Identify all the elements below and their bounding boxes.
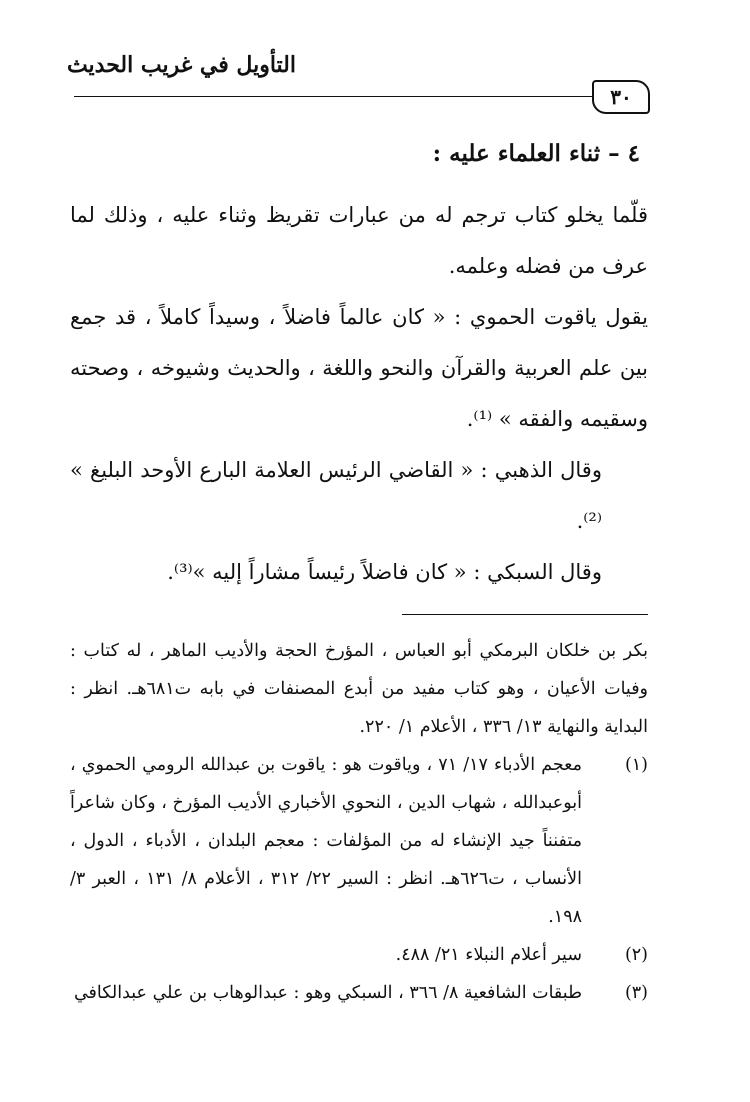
header-rule xyxy=(74,96,594,97)
footnotes xyxy=(70,632,648,1012)
quote-hamawi: يقول ياقوت الحموي : « كان عالماً فاضلاً ، وسيداً كاملاً ، قد جمع بين علم العربية والقرآن والنحو واللغة ، والحديث وشيوخه ، وصحته وسقيمه والفقه » ⁽¹⁾. xyxy=(70,305,648,431)
footnote-number: (٣) xyxy=(624,983,648,1003)
footnote-number: (٢) xyxy=(624,945,648,965)
section-heading: ٤ – ثناء العلماء عليه : xyxy=(432,140,640,167)
footnote-text: طبقات الشافعية ٨/ ٣٦٦ ، السبكي وهو : عبدالوهاب بن علي عبدالكافي xyxy=(73,983,582,1003)
running-header-title: التأويل في غريب الحديث xyxy=(66,52,296,78)
footnote-text: سير أعلام النبلاء ٢١/ ٤٨٨. xyxy=(395,945,582,965)
main-text xyxy=(70,190,648,598)
footnote-number: (١) xyxy=(624,755,648,775)
intro-paragraph: قلّما يخلو كتاب ترجم له من عبارات تقريظ وثناء عليه ، وذلك لما عرف من فضله وعلمه. xyxy=(70,203,648,278)
footnote-divider xyxy=(402,614,648,615)
footnote-item xyxy=(70,746,648,936)
footnote-item xyxy=(70,974,648,1012)
footnote-continuation: بكر بن خلكان البرمكي أبو العباس ، المؤرخ الحجة والأديب الماهر ، له كتاب : وفيات الأعيان ، وهو كتاب مفيد من أبدع المصنفات في بابه ت٦٨١هـ. انظر : البداية والنهاية ١٣/ ٣٣٦ ، الأعلام ١/ ٢٢٠. xyxy=(70,641,649,737)
footnote-text: معجم الأدباء ١٧/ ٧١ ، وياقوت هو : ياقوت بن عبدالله الرومي الحموي ، أبوعبدالله ، شهاب الدين ، النحوي الأخباري الأديب المؤرخ ، وكان شاعراً متفنناً جيد الإنشاء له من المؤلفات : معجم البلدان ، الأدباء ، الدول ، الأنساب ، ت٦٢٦هـ. انظر : السير ٢٢/ ٣١٢ ، الأعلام ٨/ ١٣١ ، العبر ٣/ ١٩٨. xyxy=(70,755,582,927)
page-number: ٣٠ xyxy=(592,80,650,114)
footnote-item xyxy=(70,936,648,974)
quote-dhahabi: وقال الذهبي : « القاضي الرئيس العلامة البارع الأوحد البليغ » ⁽²⁾. xyxy=(70,458,602,533)
quote-subki: وقال السبكي : « كان فاضلاً رئيساً مشاراً إليه »⁽³⁾. xyxy=(167,560,602,584)
